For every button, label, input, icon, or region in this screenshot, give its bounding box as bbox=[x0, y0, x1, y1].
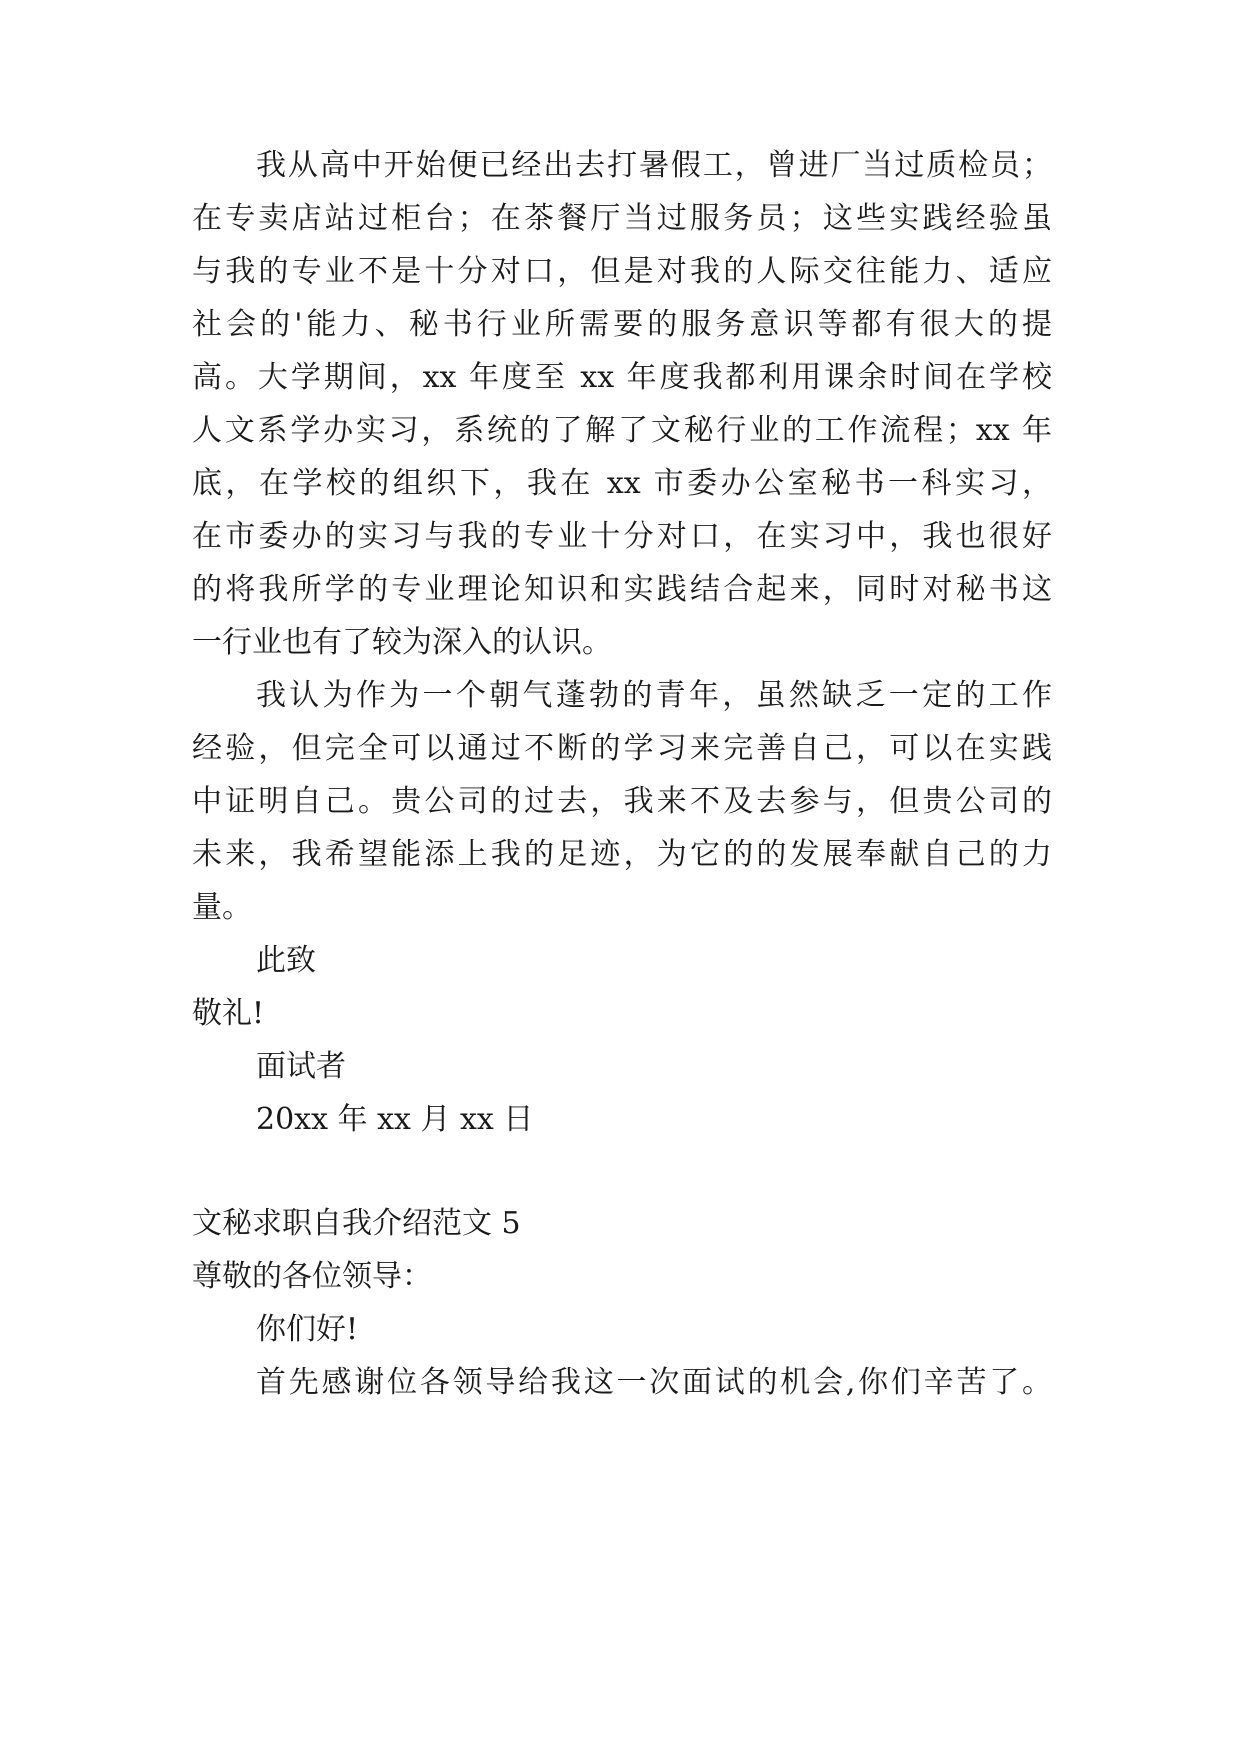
paragraph-2-line-3: 中证明自己。贵公司的过去，我来不及去参与，但贵公司的 bbox=[192, 784, 1052, 819]
greeting: 尊敬的各位领导： bbox=[192, 1259, 432, 1294]
hello-line: 你们好! bbox=[256, 1312, 359, 1347]
paragraph-2-line-1: 我认为作为一个朝气蓬勃的青年，虽然缺乏一定的工作 bbox=[256, 678, 1052, 713]
paragraph-2-line-4: 未来，我希望能添上我的足迹，为它的的发展奉献自己的力 bbox=[192, 837, 1052, 872]
letter-date: 20xx 年 xx 月 xx 日 bbox=[256, 1102, 534, 1137]
signature: 面试者 bbox=[256, 1049, 346, 1084]
paragraph-2-line-5: 量。 bbox=[192, 890, 252, 925]
paragraph-1-line-9: 的将我所学的专业理论知识和实践结合起来，同时对秘书这 bbox=[192, 572, 1052, 607]
paragraph-1-line-5: 高。大学期间，xx 年度至 xx 年度我都利用课余时间在学校 bbox=[192, 360, 1052, 395]
paragraph-1-line-7: 底，在学校的组织下，我在 xx 市委办公室秘书一科实习， bbox=[192, 466, 1052, 501]
paragraph-1-line-6: 人文系学办实习，系统的了解了文秘行业的工作流程；xx 年 bbox=[192, 413, 1052, 448]
closing-salutation: 此致 bbox=[256, 943, 316, 978]
closing-regards: 敬礼! bbox=[192, 996, 265, 1031]
section-5-line-1: 首先感谢位各领导给我这一次面试的机会,你们辛苦了。 bbox=[256, 1365, 1052, 1400]
paragraph-1-line-10: 一行业也有了较为深入的认识。 bbox=[192, 625, 612, 660]
paragraph-1-line-8: 在市委办的实习与我的专业十分对口，在实习中，我也很好 bbox=[192, 519, 1052, 554]
paragraph-1-line-4: 社会的'能力、秘书行业所需要的服务意识等都有很大的提 bbox=[192, 307, 1052, 342]
paragraph-1-line-3: 与我的专业不是十分对口，但是对我的人际交往能力、适应 bbox=[192, 254, 1052, 289]
paragraph-2-line-2: 经验，但完全可以通过不断的学习来完善自己，可以在实践 bbox=[192, 731, 1052, 766]
section-title: 文秘求职自我介绍范文 5 bbox=[192, 1206, 521, 1241]
paragraph-1-line-1: 我从高中开始便已经出去打暑假工，曾进厂当过质检员； bbox=[256, 148, 1052, 183]
paragraph-1-line-2: 在专卖店站过柜台；在茶餐厅当过服务员；这些实践经验虽 bbox=[192, 201, 1052, 236]
